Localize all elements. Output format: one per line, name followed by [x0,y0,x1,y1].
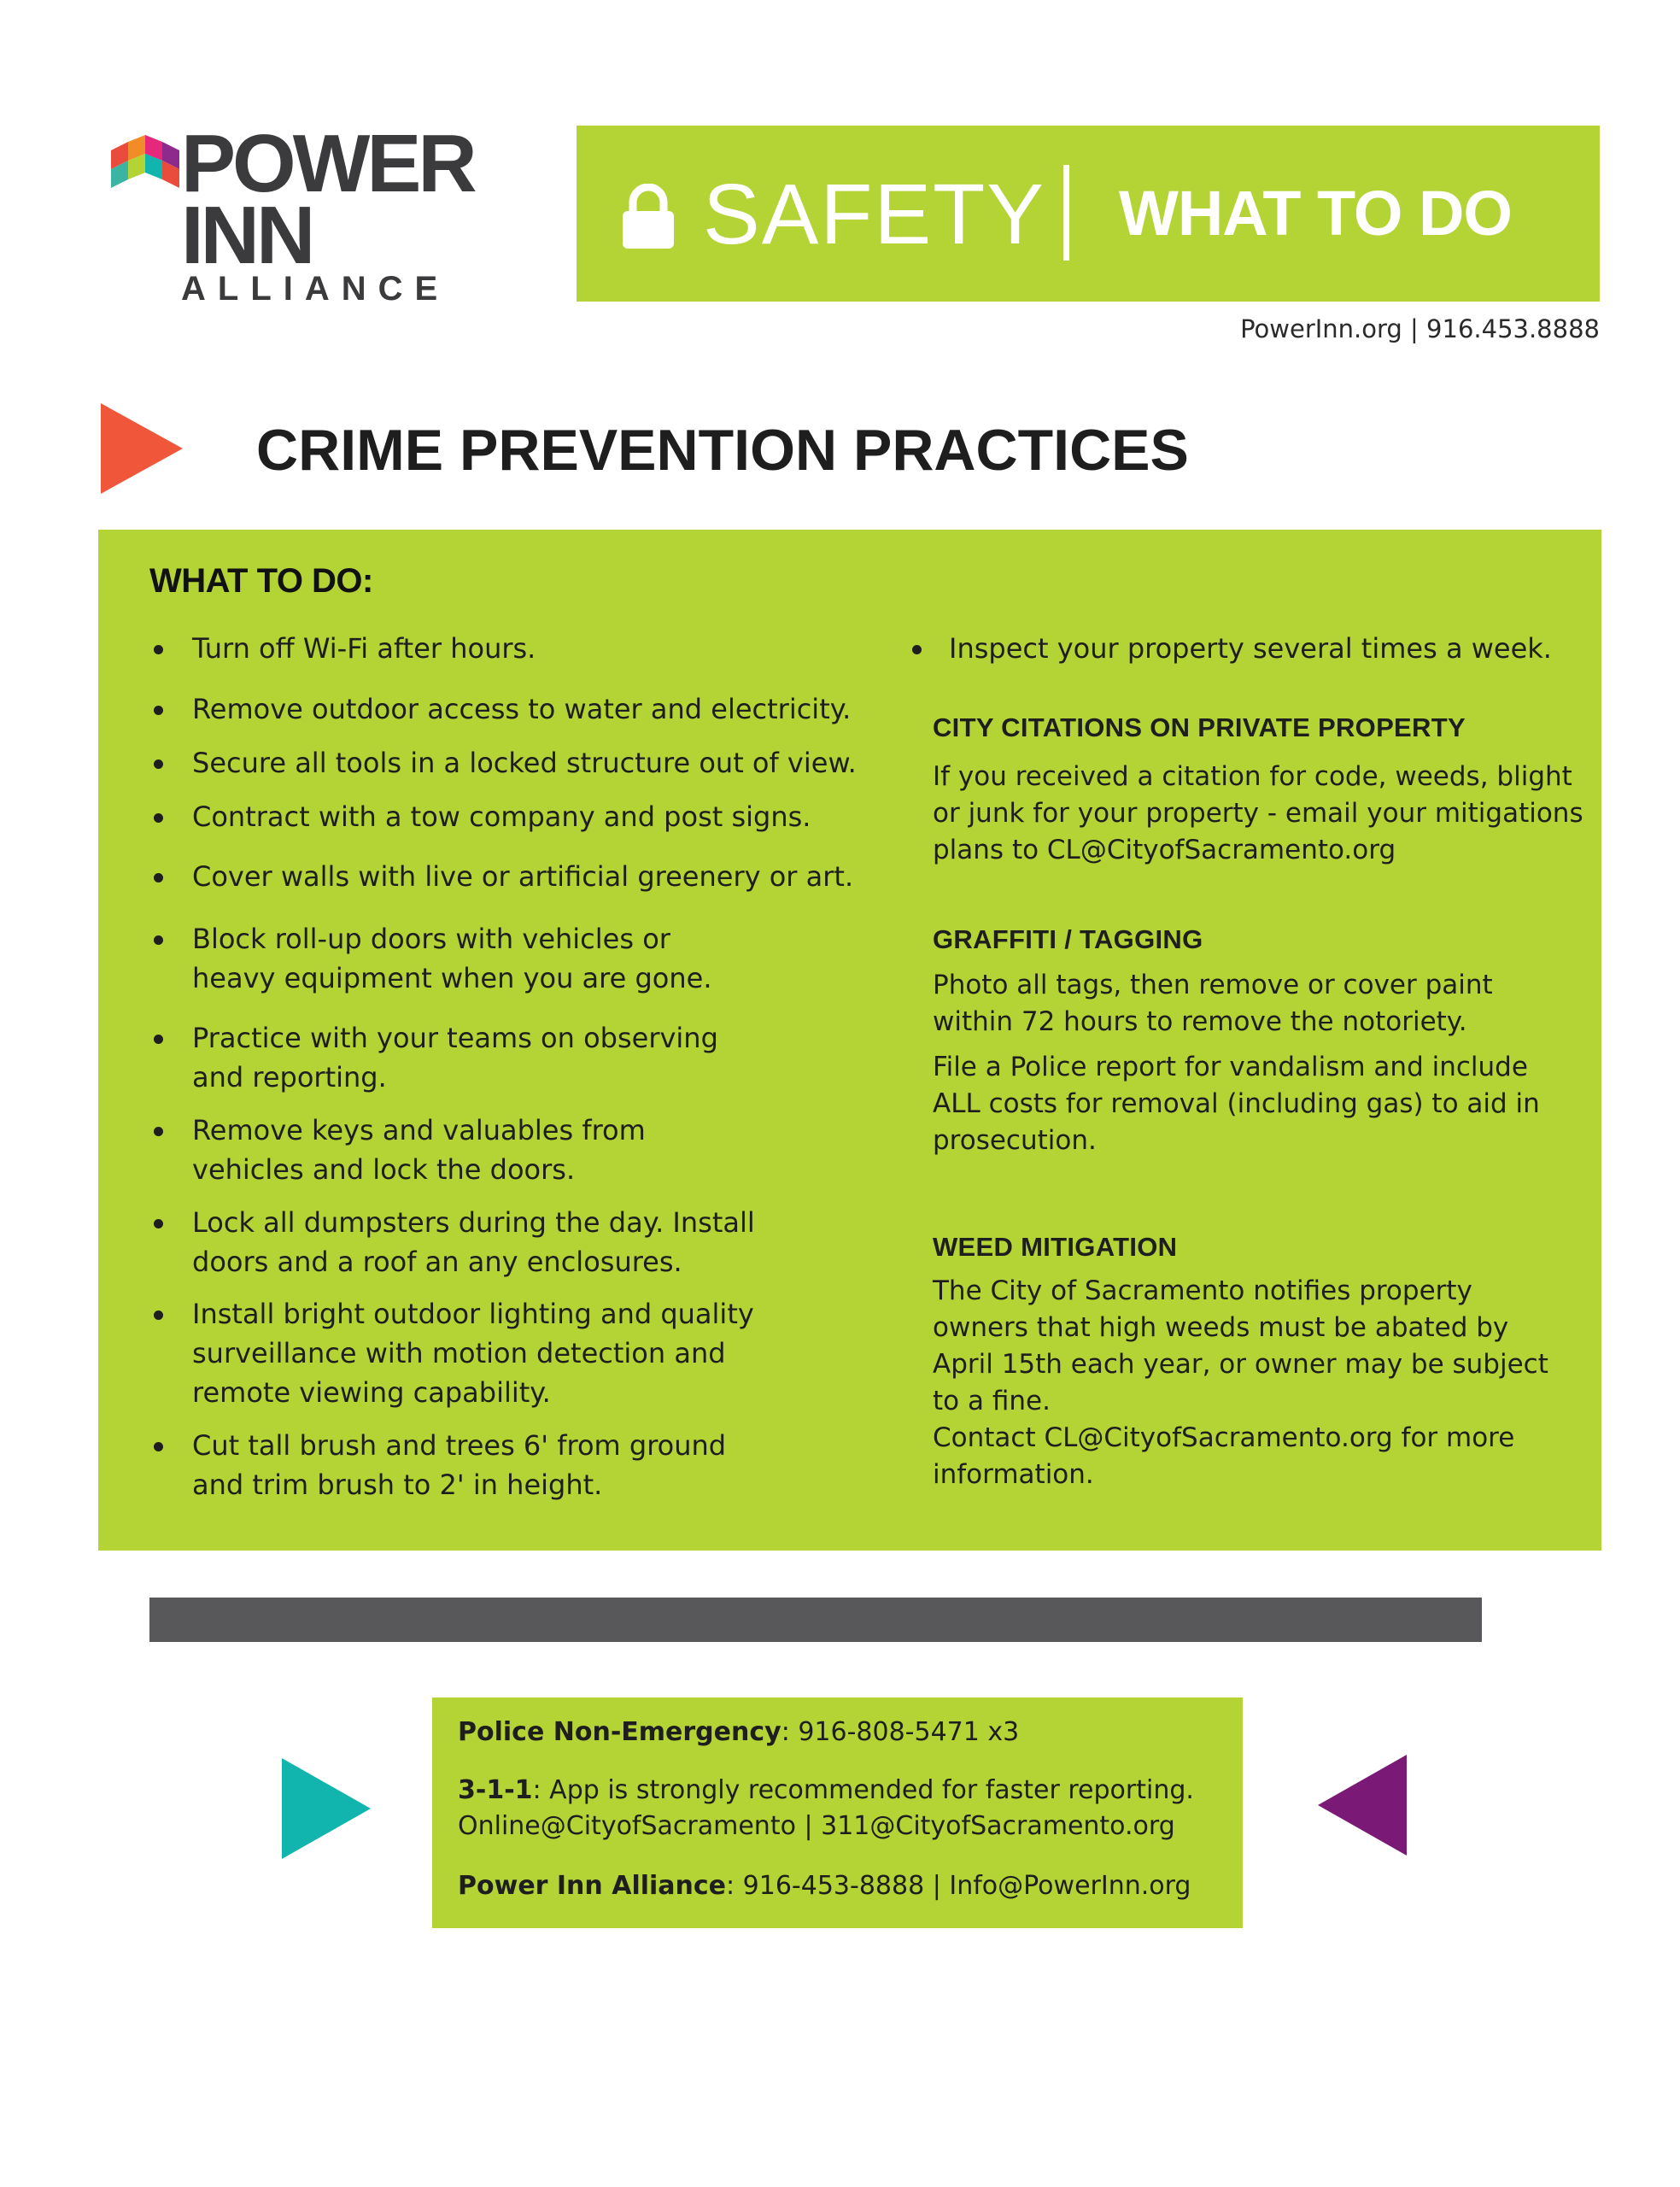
graffiti-text-1: Photo all tags, then remove or cover paint within 72 hours to remove the notoriety. [933,970,1493,1037]
purple-arrow-icon [1318,1755,1407,1856]
weed-contact: Contact CL@CityofSacramento.org for more information. [933,1422,1515,1490]
bullet-icon [154,759,163,769]
logo-mark-icon [111,135,179,195]
online-contacts: Online@CityofSacramento | 311@CityofSacramento.org [458,1811,1175,1841]
banner-subtitle: WHAT TO DO [1119,178,1512,249]
bullet-icon [154,1127,163,1136]
list-item-text: Lock all dumpsters during the day. Install doors and a roof an any enclosures. [192,1206,755,1278]
lock-icon [621,184,676,249]
citations-text: If you received a citation for code, weeds, blight or junk for your property - email your mitigations plans to CL@CityofSacramento.org [933,761,1583,865]
graffiti-text-2: File a Police report for vandalism and include ALL costs for removal (including gas) to aid in prosecution. [933,1052,1540,1156]
graffiti-heading: GRAFFITI / TAGGING [933,924,1203,954]
contacts-panel [432,1697,1243,1928]
divider-bar [149,1598,1482,1642]
police-value: : 916-808-5471 x3 [781,1717,1020,1747]
pia-label: Power Inn Alliance [458,1871,727,1901]
bullet-icon [154,645,163,654]
bullet-icon [154,1442,163,1451]
list-item-text: Practice with your teams on observing and reporting. [192,1022,718,1094]
bullet-icon [154,1035,163,1044]
bullet-icon [154,813,163,823]
section-title: CRIME PREVENTION PRACTICES [256,418,1189,483]
police-label: Police Non-Emergency [458,1717,781,1747]
weed-text: The City of Sacramento notifies property owners that high weeds must be abated by April 15th each year, or owner may be subject to a fine. [933,1275,1548,1416]
bullet-icon [154,1310,163,1320]
app-value: : App is strongly recommended for faster reporting. [532,1775,1194,1805]
bullet-icon [154,1219,163,1228]
list-item-text: Cover walls with live or artificial greenery or art. [192,860,854,893]
teal-arrow-icon [282,1758,371,1859]
logo-word-alliance: ALLIANCE [181,270,450,308]
practices-panel [98,530,1601,1551]
pia-value: : 916-453-8888 | Info@PowerInn.org [726,1871,1191,1901]
pia-line [458,1868,1191,1904]
power-inn-alliance-logo [111,118,474,308]
list-item-text: Inspect your property several times a week. [949,632,1552,665]
list-item-text: Turn off Wi-Fi after hours. [192,632,536,665]
header-contact-line: PowerInn.org | 916.453.8888 [1240,314,1600,343]
orange-arrow-icon [101,403,183,494]
list-item-text: Contract with a tow company and post signs. [192,800,811,833]
list-item-text: Secure all tools in a locked structure out of view. [192,747,857,779]
police-line [458,1715,1019,1750]
list-item-text: Install bright outdoor lighting and quality surveillance with motion detection and remote viewing capability. [192,1298,754,1409]
app-label: 3-1-1 [458,1775,533,1805]
logo-word-power: POWER [181,118,474,209]
list-item-text: Remove keys and valuables from vehicles and lock the doors. [192,1114,646,1186]
bullet-icon [154,706,163,715]
what-to-do-heading: WHAT TO DO: [149,562,373,600]
banner-title: SAFETY [703,167,1045,262]
citations-heading: CITY CITATIONS ON PRIVATE PROPERTY [933,712,1466,742]
bullet-icon [154,873,163,882]
logo-word-inn: INN [181,190,313,281]
header-banner [577,126,1600,302]
weed-heading: WEED MITIGATION [933,1232,1178,1262]
banner-divider [1063,165,1069,261]
app-line [458,1773,1194,1809]
bullet-icon [154,935,163,945]
bullet-icon [912,645,922,654]
list-item-text: Block roll-up doors with vehicles or heavy equipment when you are gone. [192,923,712,994]
list-item-text: Cut tall brush and trees 6' from ground and trim brush to 2' in height. [192,1429,727,1501]
list-item-text: Remove outdoor access to water and electricity. [192,693,852,725]
